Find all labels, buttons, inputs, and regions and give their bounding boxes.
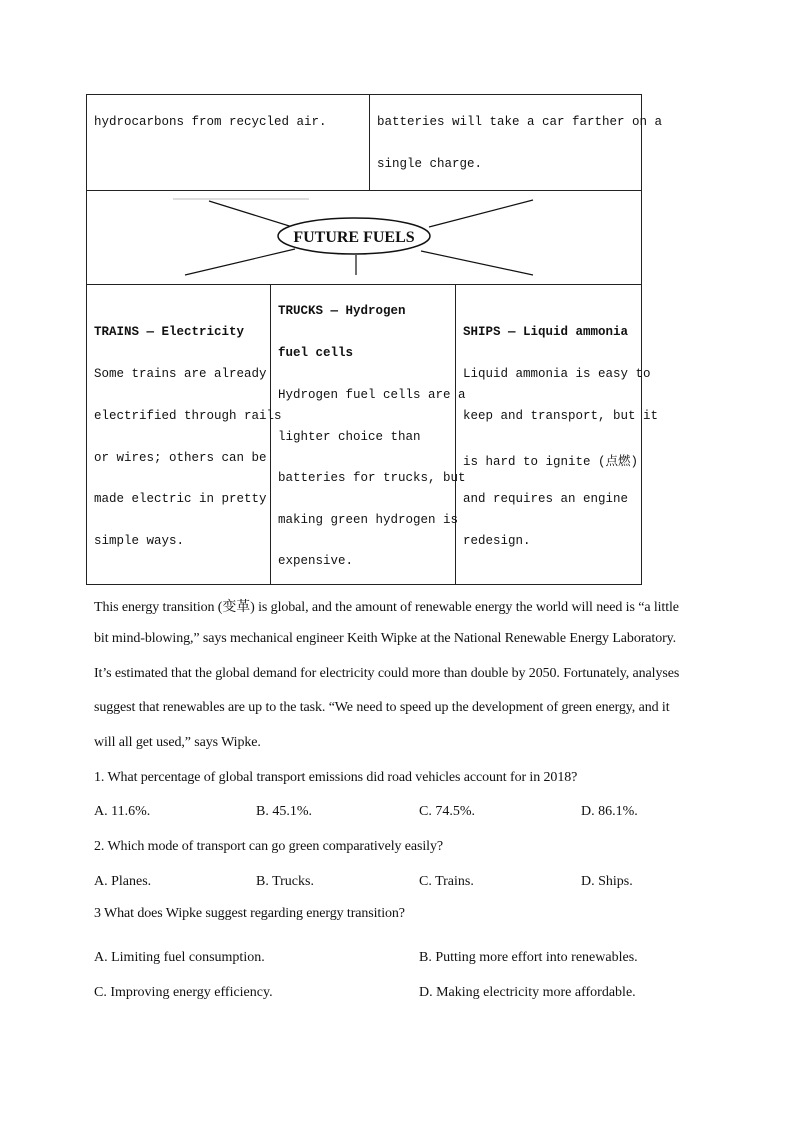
option-a: A. 11.6%. [94, 804, 151, 819]
ships-heading: SHIPS — Liquid ammonia [463, 325, 629, 339]
top-left-cell [87, 95, 370, 190]
option-d: D. 86.1%. [581, 804, 638, 819]
ships-line: redesign. [463, 534, 531, 548]
diagram-spoke [429, 200, 533, 227]
trucks-heading: TRUCKS — Hydrogen [278, 304, 406, 318]
passage-line: will all get used,” says Wipke. [94, 735, 261, 750]
ships-line: keep and transport, but it [463, 409, 659, 423]
table-row-top [87, 95, 663, 191]
table-row-fuels [87, 285, 659, 584]
trains-line: simple ways. [94, 534, 185, 548]
trains-line: Some trains are already [94, 367, 267, 381]
option-b: B. Trucks. [256, 874, 314, 889]
trucks-cell [271, 285, 466, 584]
trucks-line: making green hydrogen is [278, 513, 459, 527]
trucks-line: Hydrogen fuel cells are a [278, 388, 466, 402]
diagram-spoke [421, 251, 533, 275]
option-a: A. Limiting fuel consumption. [94, 950, 265, 965]
future-fuels-table [86, 94, 663, 585]
option-b: B. 45.1%. [256, 804, 312, 819]
diagram-spoke [209, 201, 299, 229]
question-stem: 2. Which mode of transport can go green comparatively easily? [94, 839, 443, 854]
trains-cell [87, 285, 282, 584]
trucks-line: expensive. [278, 554, 354, 568]
top-left-line: hydrocarbons from recycled air. [94, 115, 327, 129]
trucks-heading: fuel cells [278, 346, 354, 360]
option-c: C. Improving energy efficiency. [94, 985, 273, 1000]
trains-heading: TRAINS — Electricity [94, 325, 245, 339]
diagram-row [87, 191, 641, 285]
diagram-title: FUTURE FUELS [293, 229, 415, 246]
top-right-line: batteries will take a car farther on a [377, 115, 663, 129]
option-d: D. Making electricity more affordable. [419, 985, 636, 1000]
future-fuels-diagram [87, 191, 641, 284]
ships-cell [456, 285, 659, 584]
option-a: A. Planes. [94, 874, 152, 889]
ships-line: and requires an engine [463, 492, 629, 506]
ships-line: is hard to ignite (点燃) [463, 455, 639, 469]
trucks-line: lighter choice than [278, 430, 421, 444]
top-right-line: single charge. [377, 157, 483, 171]
trains-line: electrified through rails [94, 409, 282, 423]
diagram-spoke [185, 249, 295, 275]
question-stem: 1. What percentage of global transport emissions did road vehicles account for in 2018? [94, 770, 578, 785]
trains-line: or wires; others can be [94, 451, 267, 465]
question-stem: 3 What does Wipke suggest regarding energy transition? [94, 906, 405, 921]
ships-line: Liquid ammonia is easy to [463, 367, 651, 381]
option-c: C. Trains. [419, 874, 474, 889]
passage-line: It’s estimated that the global demand for electricity could more than double by 2050. Fortunately, analyses [94, 666, 680, 681]
top-right-cell [370, 95, 663, 190]
trucks-line: batteries for trucks, but [278, 471, 466, 485]
passage-line: bit mind-blowing,” says mechanical engineer Keith Wipke at the National Renewable Energy Laboratory. [94, 631, 677, 646]
passage-line: This energy transition (变革) is global, and the amount of renewable energy the world will need is “a little [94, 600, 679, 615]
option-d: D. Ships. [581, 874, 633, 889]
option-c: C. 74.5%. [419, 804, 475, 819]
passage-line: suggest that renewables are up to the task. “We need to speed up the development of green energy, and it [94, 700, 670, 715]
trains-line: made electric in pretty [94, 492, 267, 506]
option-b: B. Putting more effort into renewables. [419, 950, 638, 965]
